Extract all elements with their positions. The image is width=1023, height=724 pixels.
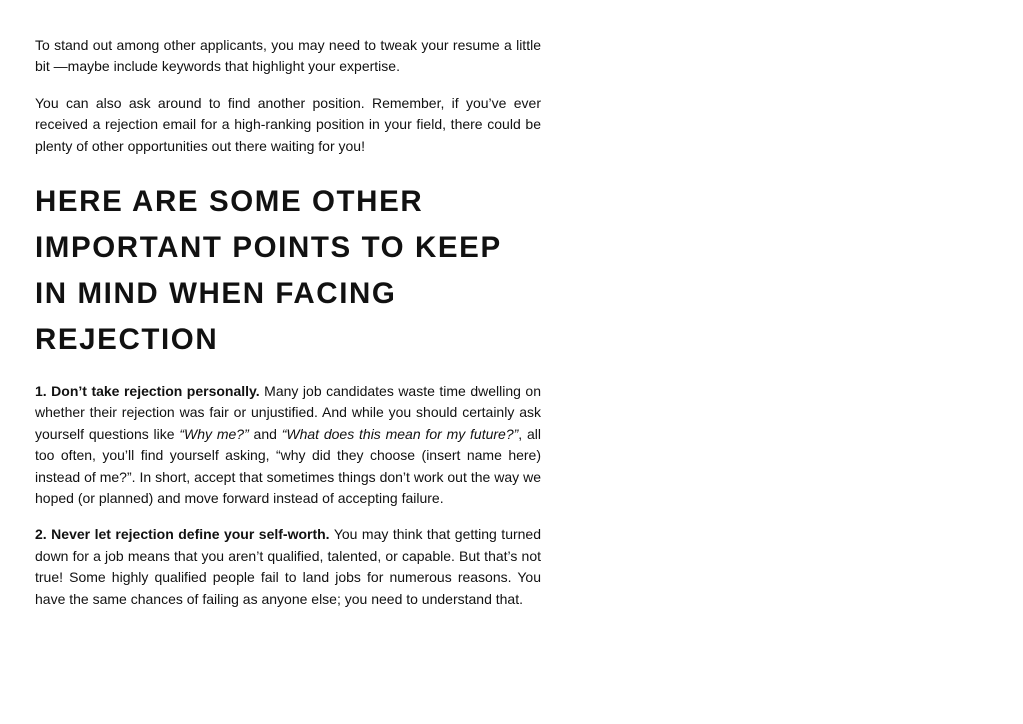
point-1-text-b: and	[248, 425, 282, 442]
document-page	[35, 35, 541, 610]
point-1-question-2: “What does this mean for my future?”	[281, 425, 519, 442]
point-1-paragraph	[35, 381, 541, 509]
point-1-text-c: , all too often, you’ll find yourself asking, “why did they choose (insert name here) instead of me?”. In short, accept that sometimes things don’t work out the way we hoped (or planned) and move forward instead of accepting failure.	[35, 425, 541, 507]
point-1-text-a: Many job candidates waste time dwelling on whether their rejection was fair or unjustified. And while you should certainly ask yourself questions like	[35, 383, 541, 442]
intro-paragraph-1: To stand out among other applicants, you may need to tweak your resume a little bit —maybe include keywords that highlight your expertise.	[35, 37, 541, 75]
section-heading: HERE ARE SOME OTHER IMPORTANT POINTS TO KEEP IN MIND WHEN FACING REJECTION	[35, 185, 502, 357]
point-2-title: 2. Never let rejection define your self-worth.	[35, 526, 330, 543]
point-2-paragraph	[35, 524, 541, 610]
point-1-question-1: “Why me?”	[179, 425, 249, 442]
point-2-text-a: You may think that getting turned down for a job means that you aren’t qualified, talented, or capable. But that’s not true! Some highly qualified people fail to land jobs for numerous reasons. You have the same chances of failing as anyone else; you need to understand that.	[35, 526, 541, 607]
point-1-title: 1. Don’t take rejection personally.	[35, 383, 260, 400]
intro-paragraph-2: You can also ask around to find another position. Remember, if you’ve ever received a rejection email for a high-ranking position in your field, there could be plenty of other opportunities out there waiting for you!	[35, 94, 541, 154]
